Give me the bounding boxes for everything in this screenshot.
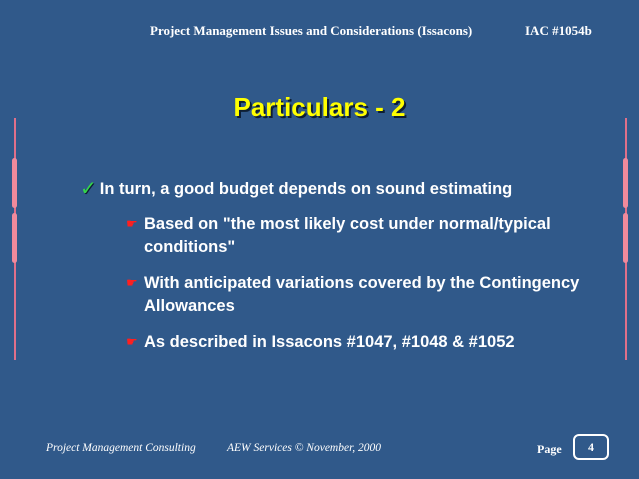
footer-copyright: AEW Services © November, 2000 bbox=[227, 442, 382, 454]
slide-title: Particulars - 2 bbox=[233, 92, 406, 122]
header-code: IAC #1054b bbox=[525, 23, 592, 38]
sub-bullet-text: Based on "the most likely cost under normal/typical conditions" bbox=[144, 215, 551, 256]
footer-company: Project Management Consulting bbox=[46, 442, 196, 454]
sub-bullet-text: As described in Issacons #1047, #1048 & #1052 bbox=[144, 333, 515, 351]
check-icon: ✓ bbox=[80, 178, 97, 200]
left-accent-blob-top bbox=[12, 158, 17, 208]
sub-bullet bbox=[126, 212, 594, 259]
pointing-hand-icon: ☛ bbox=[126, 275, 138, 290]
sub-bullet-list bbox=[80, 212, 590, 354]
page-number: 4 bbox=[588, 439, 594, 454]
page-number-box bbox=[573, 434, 609, 460]
pointing-hand-icon: ☛ bbox=[126, 334, 138, 349]
sub-bullet-text: With anticipated variations covered by the Contingency Allowances bbox=[144, 274, 580, 315]
bullet-list bbox=[80, 178, 590, 354]
left-accent-blob-bottom bbox=[12, 213, 17, 263]
header-title: Project Management Issues and Considerations (Issacons) bbox=[150, 23, 473, 38]
main-bullet bbox=[80, 178, 590, 201]
right-accent-blob-bottom bbox=[623, 213, 628, 263]
footer-page-label: Page bbox=[537, 442, 562, 456]
sub-bullet bbox=[126, 330, 594, 354]
main-bullet-text: In turn, a good budget depends on sound estimating bbox=[99, 180, 513, 198]
pointing-hand-icon: ☛ bbox=[126, 216, 138, 231]
sub-bullet bbox=[126, 271, 594, 318]
right-accent-blob-top bbox=[623, 158, 628, 208]
